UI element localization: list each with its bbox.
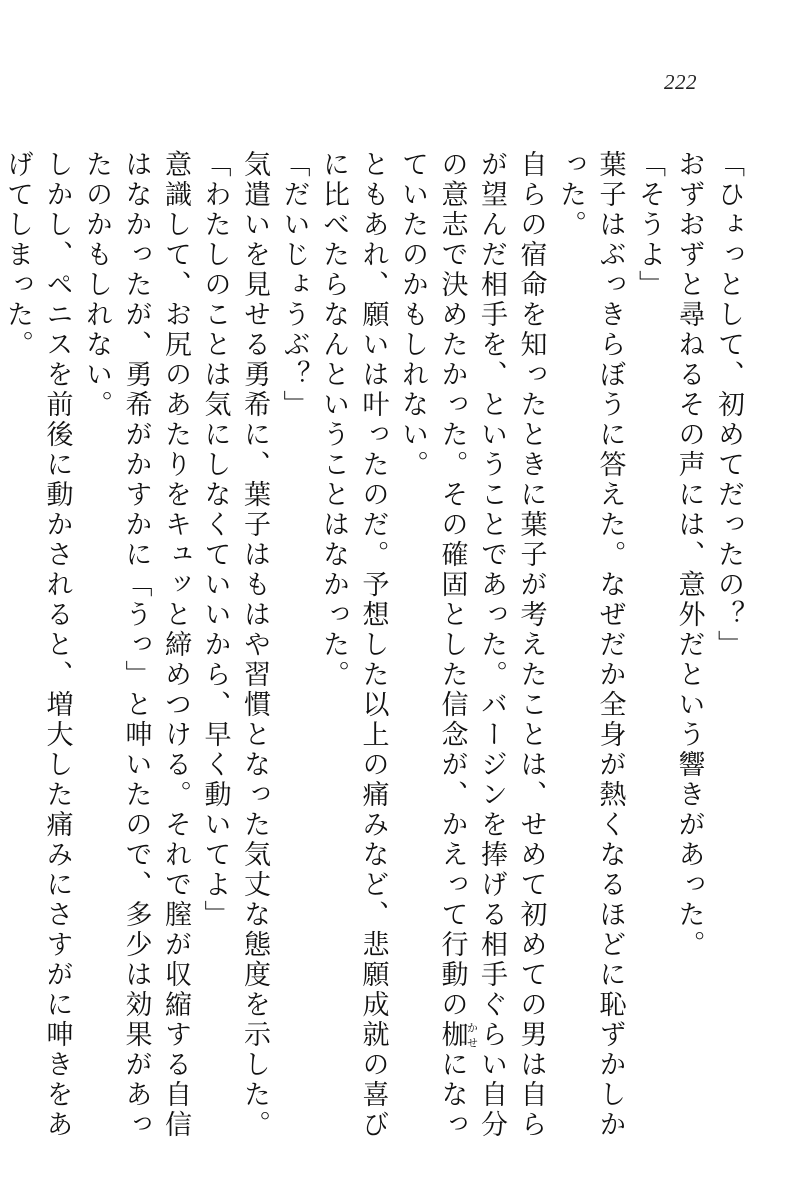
vertical-text-body — [2, 150, 748, 1140]
dialogue-line-4: 「わたしのことは気にしなくていいから、早く動いてよ」 — [199, 150, 231, 930]
narration-text-before-ruby: 自らの宿命を知ったときに葉子が考えたことは、せめて初めての男は自らが望んだ相手を、ということであった。バージンを捧げる相手ぐらい自分の意志で決めたかった。その確固とした信念が、かえって行動の — [436, 150, 547, 1140]
narration-line-2: 葉子はぶっきらぼうに答えた。なぜだか全身が熱くなるほどに恥ずかしかった。 — [555, 150, 626, 1140]
narration-line-6: しかし、ペニスを前後に動かされると、増大した痛みにさすがに呻きをあげてしまった。 — [2, 150, 73, 1140]
narration-line-1: おずおずと尋ねるその声には、意外だという響きがあった。 — [673, 150, 705, 960]
ruby-annotation — [436, 1020, 479, 1050]
narration-line-3: ともあれ、願いは叶ったのだ。予想した以上の痛みなど、悲願成就の喜びに比べたらなんということはなかった。 — [318, 150, 389, 1140]
dialogue-line-3: 「だいじょうぶ？」 — [278, 150, 310, 420]
dialogue-line-2: 「そうよ」 — [634, 150, 665, 300]
narration-text-after-ruby: になっていたのかもしれない。 — [397, 150, 468, 1140]
dialogue-line-1: 「ひょっとして、初めてだったの？」 — [713, 150, 744, 660]
ruby-base: 枷 — [436, 1020, 468, 1050]
narration-line-4: 気遣いを見せる勇希に、葉子はもはや習慣となった気丈な態度を示した。 — [239, 150, 270, 1140]
page-number: 222 — [664, 70, 697, 94]
ruby-reading: かせ — [465, 1020, 479, 1050]
narration-line-5: 意識して、お尻のあたりをキュッと締めつける。それで膣が収縮する自信はなかったが、勇希がかすかに「うっ」と呻いたので、多少は効果があったのかもしれない。 — [81, 150, 191, 1140]
narration-paragraph-with-ruby — [393, 150, 551, 1140]
